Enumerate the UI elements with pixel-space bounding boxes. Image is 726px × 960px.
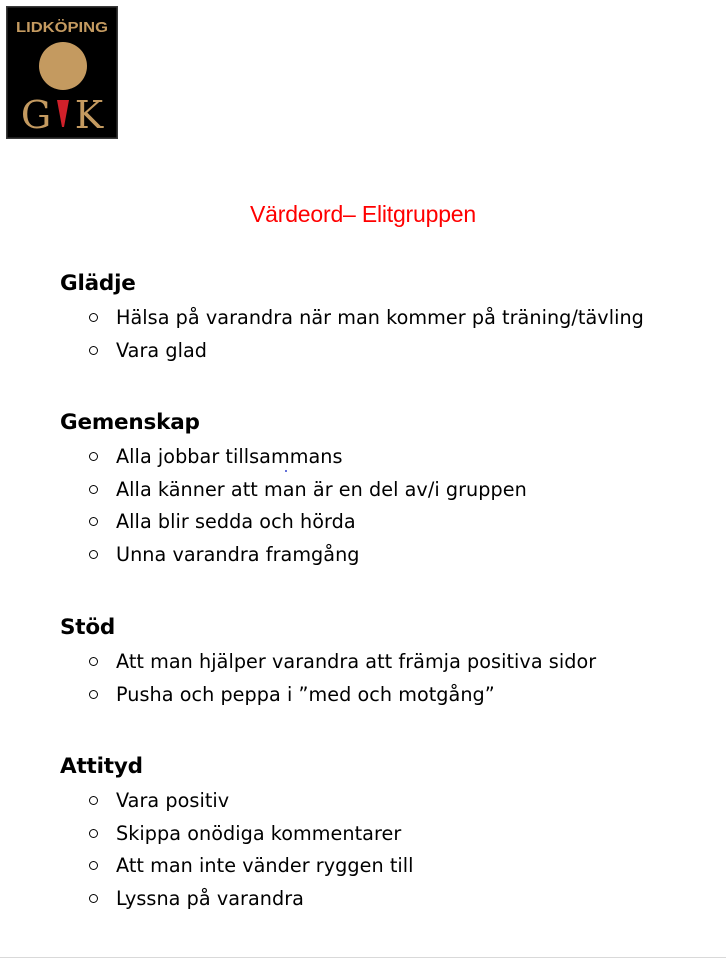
list-item <box>60 474 720 507</box>
bullet-list <box>60 302 720 367</box>
club-logo <box>6 6 118 139</box>
list-item <box>60 335 720 368</box>
list-item-text: Hälsa på varandra när man kommer på träning/tävling <box>116 306 644 329</box>
hollow-circle-bullet-icon <box>89 452 98 461</box>
section-heading: Stöd <box>60 615 116 640</box>
list-item <box>60 883 720 916</box>
hollow-circle-bullet-icon <box>89 517 98 526</box>
list-item-text: Vara positiv <box>116 789 230 812</box>
hollow-circle-bullet-icon <box>89 894 98 903</box>
list-item <box>60 679 720 712</box>
section-attityd <box>60 753 720 915</box>
bullet-list <box>60 785 720 915</box>
document-title: Värdeord– Elitgruppen <box>250 201 476 227</box>
list-item <box>60 785 720 818</box>
hollow-circle-bullet-icon <box>89 550 98 559</box>
hollow-circle-bullet-icon <box>89 690 98 699</box>
section-heading: Attityd <box>60 754 143 779</box>
list-item-text: Lyssna på varandra <box>116 886 304 910</box>
stray-mark <box>285 470 287 472</box>
hollow-circle-bullet-icon <box>89 829 98 838</box>
list-item <box>60 818 720 851</box>
hollow-circle-bullet-icon <box>89 313 98 322</box>
list-item <box>60 441 720 474</box>
section-stod <box>60 614 720 711</box>
section-heading: Gemenskap <box>60 410 200 435</box>
section-gemenskap <box>60 409 720 571</box>
list-item-text: Skippa onödiga kommentarer <box>116 821 402 845</box>
list-item <box>60 646 720 679</box>
list-item-text: Att man inte vänder ryggen till <box>116 854 414 877</box>
list-item-text: Att man hjälper varandra att främja positiva sidor <box>116 650 597 673</box>
list-item-text: Vara glad <box>116 338 208 362</box>
list-item-text: Unna varandra framgång <box>116 542 360 566</box>
hollow-circle-bullet-icon <box>89 346 98 355</box>
club-logo-graphic <box>6 6 118 139</box>
page-bottom-divider <box>0 957 726 958</box>
list-item <box>60 302 720 335</box>
hollow-circle-bullet-icon <box>89 657 98 666</box>
logo-top-text: LIDKÖPING <box>16 19 108 36</box>
section-gladje <box>60 270 720 367</box>
list-item-text: Pusha och peppa i ”med och motgång” <box>116 682 495 706</box>
hollow-circle-bullet-icon <box>89 861 98 870</box>
golf-ball-icon <box>39 42 87 90</box>
list-item <box>60 539 720 572</box>
hollow-circle-bullet-icon <box>89 485 98 494</box>
hollow-circle-bullet-icon <box>89 796 98 805</box>
list-item-text: Alla blir sedda och hörda <box>116 510 356 533</box>
list-item-text: Alla känner att man är en del av/i gruppen <box>116 477 527 501</box>
list-item-text: Alla jobbar tillsammans <box>116 445 343 468</box>
bullet-list <box>60 441 720 571</box>
bullet-list <box>60 646 720 711</box>
logo-letter-left: G <box>20 93 52 137</box>
list-item <box>60 506 720 539</box>
list-item <box>60 850 720 883</box>
logo-letter-right: K <box>74 93 104 137</box>
section-heading: Glädje <box>60 271 136 296</box>
